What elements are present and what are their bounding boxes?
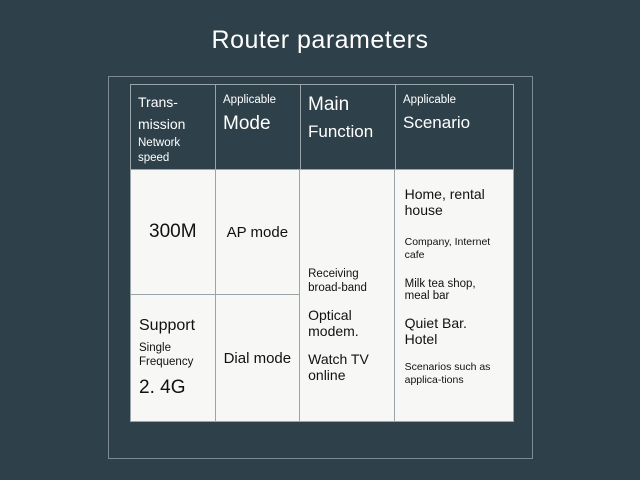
value-dial-mode: Dial mode [223,349,292,367]
cell-speed-24g [131,295,215,421]
body-column-mode [216,170,301,421]
body-column-transmission [131,170,216,421]
header-transmission-line1: Trans- [138,94,178,110]
cell-speed-300m [131,170,215,295]
cell-dial-mode [216,295,300,421]
cell-function-list [300,295,394,421]
value-scenarios-applications: Scenarios such as applica-tions [404,361,491,386]
header-scenario-line2: Scenario [403,113,471,132]
value-quiet-bar-hotel: Quiet Bar. Hotel [404,315,467,347]
header-mode-line1: Applicable [223,94,277,106]
table-header-row [130,84,514,170]
body-column-scenario [395,170,513,421]
value-watch-tv-online: Watch TV online [308,351,369,383]
header-mode-line2: Mode [223,113,271,134]
value-optical-modem: Optical modem. [308,307,359,339]
value-receiving-broadband: Receiving broad-band [308,268,367,294]
value-300m: 300M [149,221,197,242]
value-milk-tea-shop: Milk tea shop, meal bar [404,278,476,302]
value-24g: 2. 4G [139,377,186,398]
cell-receiving-broadband [300,170,394,295]
header-cell-applicable-scenario [395,84,514,170]
value-company-internet-cafe: Company, Internet cafe [404,236,491,261]
header-cell-applicable-mode [215,84,300,170]
header-scenario-line1: Applicable [403,94,457,106]
header-cell-transmission [130,84,215,170]
cell-scenario-home [395,170,513,302]
table-body [130,170,514,422]
body-column-function [300,170,395,421]
header-transmission-line3: Network speed [138,137,181,164]
cell-ap-mode [216,170,300,295]
value-support: Support [139,317,196,334]
value-single-frequency: Single Frequency [139,342,194,368]
value-ap-mode: AP mode [226,223,289,241]
header-transmission-line2: mission [138,116,186,132]
router-parameters-table [130,84,514,422]
header-function-line2: Function [308,122,374,141]
page-title: Router parameters [211,26,429,54]
header-cell-main-function [300,84,395,170]
header-function-line1: Main [308,94,350,115]
value-home-rental-house: Home, rental house [404,186,485,218]
cell-scenario-quiet-bar [395,295,513,421]
